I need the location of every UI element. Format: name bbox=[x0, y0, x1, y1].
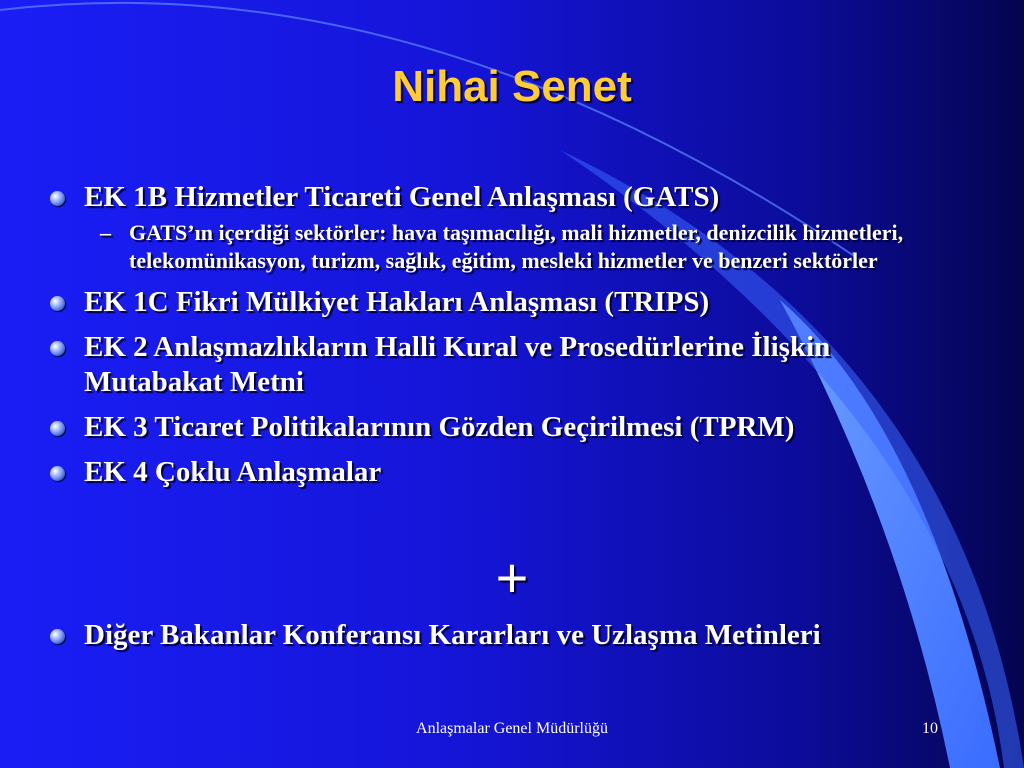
page-number: 10 bbox=[922, 720, 938, 737]
sub-list-item-text: GATS’ın içerdiği sektörler: hava taşımacılığı, mali hizmetler, denizcilik hizmetleri, telekomünikasyon, turizm, sağlık, eğitim, mesleki hizmetler ve benzeri sektörler bbox=[129, 220, 904, 273]
list-item-text: Diğer Bakanlar Konferansı Kararları ve Uzlaşma Metinleri bbox=[84, 619, 821, 651]
list-item-text: EK 1B Hizmetler Ticareti Genel Anlaşması (GATS) bbox=[84, 181, 720, 213]
slide-title: Nihai Senet bbox=[392, 62, 632, 111]
plus-sign: + bbox=[495, 546, 529, 609]
bullet-list-final bbox=[44, 608, 974, 653]
list-item bbox=[44, 330, 974, 400]
sub-list-item bbox=[44, 219, 929, 275]
list-item-text: EK 3 Ticaret Politikalarının Gözden Geçirilmesi (TPRM) bbox=[84, 411, 795, 443]
list-item bbox=[44, 180, 974, 215]
bullet-dot-icon bbox=[50, 629, 65, 644]
list-item bbox=[44, 410, 974, 445]
list-item-text: EK 1C Fikri Mülkiyet Hakları Anlaşması (TRIPS) bbox=[84, 286, 710, 318]
bullet-dot-icon bbox=[50, 466, 65, 481]
list-item-text: EK 2 Anlaşmazlıkların Halli Kural ve Prosedürlerine İlişkin Mutabakat Metni bbox=[84, 331, 831, 398]
list-item-text: EK 4 Çoklu Anlaşmalar bbox=[84, 456, 382, 488]
bullet-dot-icon bbox=[50, 341, 65, 356]
list-item bbox=[44, 455, 974, 490]
bullet-dot-icon bbox=[50, 421, 65, 436]
bullet-dot-icon bbox=[50, 191, 65, 206]
bullet-list bbox=[44, 170, 974, 490]
list-item bbox=[44, 618, 974, 653]
dash-bullet-icon: – bbox=[100, 220, 111, 245]
bullet-dot-icon bbox=[50, 296, 65, 311]
footer-text: Anlaşmalar Genel Müdürlüğü bbox=[416, 720, 608, 737]
list-item bbox=[44, 285, 974, 320]
